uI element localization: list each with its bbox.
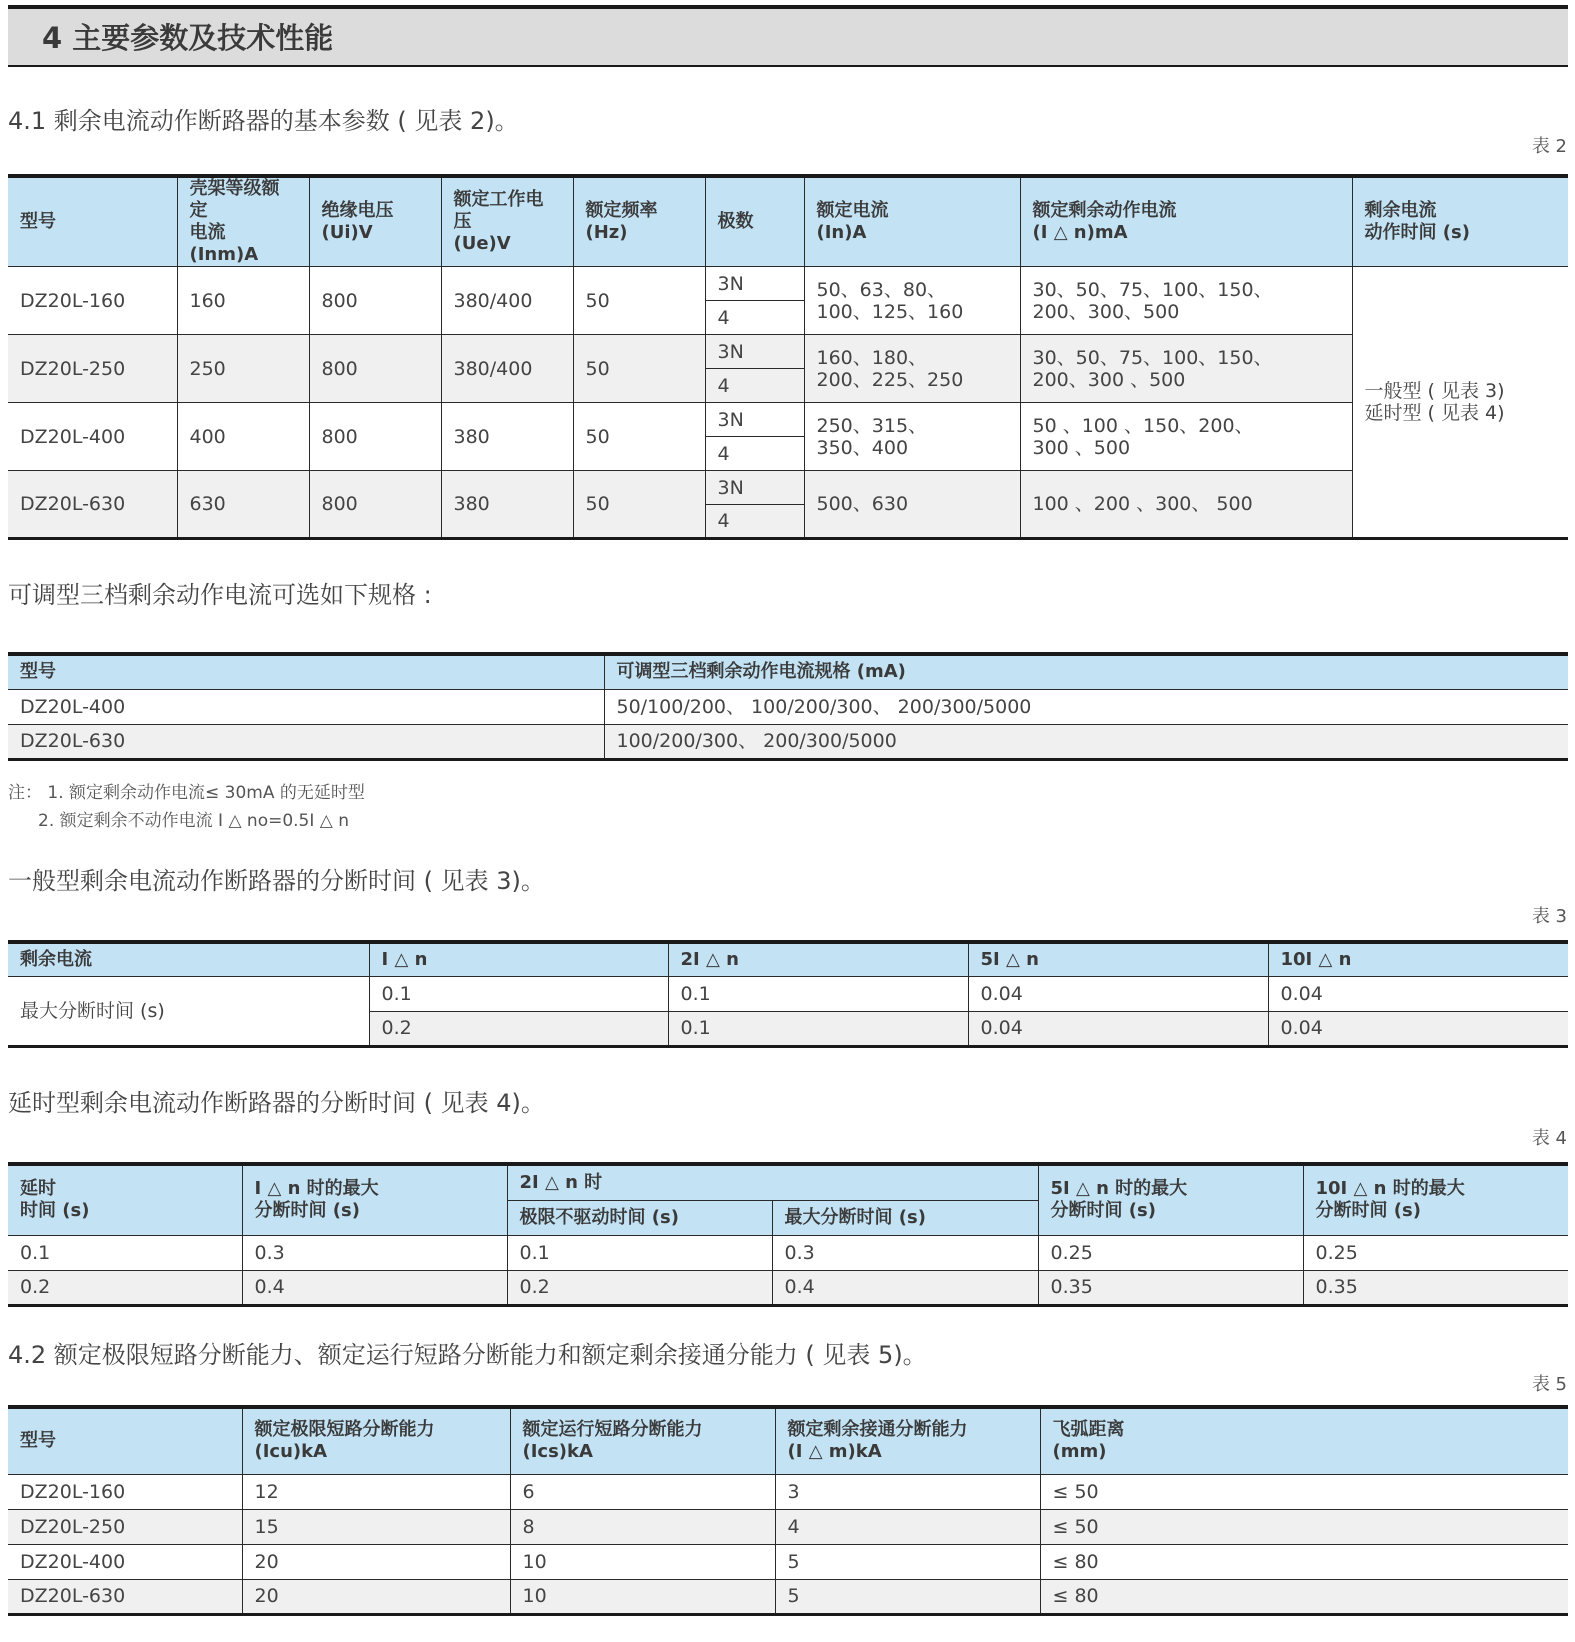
table-row [8, 1579, 1568, 1614]
table-2-header-residual-time: 剩余电流 动作时间 (s) [1352, 176, 1568, 267]
cell-value: 0.2 [8, 1270, 242, 1305]
cell-value: 0.3 [242, 1235, 507, 1270]
table-3-general-break-time [8, 940, 1568, 1048]
cell-value: 5 [775, 1544, 1040, 1579]
cell-model: DZ20L-400 [8, 1544, 242, 1579]
cell-pole: 3N [705, 471, 804, 505]
cell-pole: 3N [705, 267, 804, 301]
cell-value: 10 [510, 1579, 775, 1614]
cell-value: 0.2 [507, 1270, 772, 1305]
table-3-header-row [8, 942, 1568, 976]
cell-pole: 4 [705, 437, 804, 471]
table-2-header-row [8, 176, 1568, 267]
table-row [8, 267, 1568, 301]
note-1: 注： 1. 额定剩余动作电流≤ 30mA 的无延时型 [8, 783, 365, 803]
table-5-label: 表 5 [1531, 1374, 1567, 1395]
table-2-header-poles: 极数 [705, 176, 804, 267]
table-4-header-no-drive: 极限不驱动时间 (s) [507, 1200, 772, 1235]
table-3-header-in: I △ n [369, 942, 668, 976]
paragraph-general-type: 一般型剩余电流动作断路器的分断时间 ( 见表 3)。 [8, 867, 545, 895]
table-2-header-model: 型号 [8, 176, 177, 267]
table-3-header-5in: 5I △ n [968, 942, 1268, 976]
cell-model: DZ20L-160 [8, 267, 177, 335]
cell-frame: 630 [177, 471, 309, 539]
table-2-label: 表 2 [1531, 136, 1567, 157]
cell-value: 0.04 [1268, 1011, 1568, 1046]
cell-value: 0.3 [772, 1235, 1038, 1270]
cell-residual-current: 30、50、75、100、150、 200、300、500 [1020, 267, 1352, 335]
cell-insulation: 800 [309, 403, 441, 471]
cell-rated-current: 500、630 [804, 471, 1020, 539]
cell-value: ≤ 50 [1040, 1509, 1568, 1544]
table-4-delay-break-time [8, 1162, 1568, 1307]
cell-value: 0.04 [968, 976, 1268, 1011]
table-row [8, 1509, 1568, 1544]
cell-value: 0.35 [1303, 1270, 1568, 1305]
table-4-header-in: I △ n 时的最大 分断时间 (s) [242, 1164, 507, 1235]
table-3-header-residual: 剩余电流 [8, 942, 369, 976]
cell-value: ≤ 80 [1040, 1544, 1568, 1579]
cell-voltage: 380 [441, 471, 573, 539]
section-title: 4 主要参数及技术性能 [42, 21, 334, 55]
table-4-header-delay: 延时 时间 (s) [8, 1164, 242, 1235]
table-2-header-rated-current: 额定电流 (In)A [804, 176, 1020, 267]
cell-value: 20 [242, 1544, 510, 1579]
cell-model: DZ20L-250 [8, 1509, 242, 1544]
cell-value: 8 [510, 1509, 775, 1544]
table-row [8, 1270, 1568, 1305]
cell-pole: 4 [705, 301, 804, 335]
table-5-header-icu: 额定极限短路分断能力 (Icu)kA [242, 1407, 510, 1474]
paragraph-4-1: 4.1 剩余电流动作断路器的基本参数 ( 见表 2)。 [8, 107, 519, 135]
cell-frame: 250 [177, 335, 309, 403]
cell-value: 0.2 [369, 1011, 668, 1046]
cell-value: 15 [242, 1509, 510, 1544]
cell-pole: 4 [705, 505, 804, 539]
table-5-header-row [8, 1407, 1568, 1474]
table-adjustable-header-spec: 可调型三档剩余动作电流规格 (mA) [604, 654, 1568, 689]
cell-model: DZ20L-630 [8, 471, 177, 539]
table-row [8, 689, 1568, 724]
cell-value: 5 [775, 1579, 1040, 1614]
cell-pole: 3N [705, 335, 804, 369]
table-2-header-frequency: 额定频率 (Hz) [573, 176, 705, 267]
table-5-breaking-capacity [8, 1405, 1568, 1616]
cell-value: 0.4 [242, 1270, 507, 1305]
cell-insulation: 800 [309, 267, 441, 335]
cell-frequency: 50 [573, 335, 705, 403]
table-3-header-10in: 10I △ n [1268, 942, 1568, 976]
cell-pole: 4 [705, 369, 804, 403]
cell-value: 0.1 [507, 1235, 772, 1270]
cell-model: DZ20L-630 [8, 724, 604, 759]
table-2-header-working-voltage: 额定工作电压 (Ue)V [441, 176, 573, 267]
cell-voltage: 380/400 [441, 335, 573, 403]
table-4-header-10in: 10I △ n 时的最大 分断时间 (s) [1303, 1164, 1568, 1235]
cell-residual-time-note: 一般型 ( 见表 3) 延时型 ( 见表 4) [1352, 267, 1568, 539]
cell-spec: 100/200/300、 200/300/5000 [604, 724, 1568, 759]
cell-model: DZ20L-400 [8, 689, 604, 724]
table-3-label: 表 3 [1531, 906, 1567, 927]
table-5-header-model: 型号 [8, 1407, 242, 1474]
cell-insulation: 800 [309, 335, 441, 403]
cell-row-label: 最大分断时间 (s) [8, 976, 369, 1046]
table-row [8, 1544, 1568, 1579]
table-row [8, 471, 1568, 505]
cell-frequency: 50 [573, 267, 705, 335]
cell-rated-current: 160、180、 200、225、250 [804, 335, 1020, 403]
table-5-header-im: 额定剩余接通分断能力 (I △ m)kA [775, 1407, 1040, 1474]
table-2-header-insulation-voltage: 绝缘电压 (Ui)V [309, 176, 441, 267]
table-2-header-residual-current: 额定剩余动作电流 (I △ n)mA [1020, 176, 1352, 267]
table-adjustable-header-model: 型号 [8, 654, 604, 689]
cell-insulation: 800 [309, 471, 441, 539]
cell-value: 10 [510, 1544, 775, 1579]
cell-value: 20 [242, 1579, 510, 1614]
cell-model: DZ20L-250 [8, 335, 177, 403]
paragraph-4-2: 4.2 额定极限短路分断能力、额定运行短路分断能力和额定剩余接通分能力 ( 见表 5)。 [8, 1341, 927, 1369]
paragraph-delay-type: 延时型剩余电流动作断路器的分断时间 ( 见表 4)。 [8, 1089, 545, 1117]
cell-frame: 160 [177, 267, 309, 335]
cell-value: 3 [775, 1474, 1040, 1509]
cell-rated-current: 50、63、80、 100、125、160 [804, 267, 1020, 335]
table-adjustable-header-row [8, 654, 1568, 689]
table-4-label: 表 4 [1531, 1128, 1567, 1149]
table-4-header-2in: 2I △ n 时 [507, 1164, 1038, 1200]
cell-value: 0.1 [8, 1235, 242, 1270]
cell-value: 0.25 [1303, 1235, 1568, 1270]
table-adjustable-residual [8, 652, 1568, 761]
table-2-header-frame-current: 壳架等级额定 电流 (Inm)A [177, 176, 309, 267]
table-4-header-row-1 [8, 1164, 1568, 1200]
cell-residual-current: 50 、100 、150、200、 300 、500 [1020, 403, 1352, 471]
table-row [8, 403, 1568, 437]
cell-value: 0.04 [968, 1011, 1268, 1046]
cell-value: ≤ 80 [1040, 1579, 1568, 1614]
cell-value: 6 [510, 1474, 775, 1509]
cell-residual-current: 30、50、75、100、150、 200、300 、500 [1020, 335, 1352, 403]
cell-value: 0.35 [1038, 1270, 1303, 1305]
cell-value: 4 [775, 1509, 1040, 1544]
cell-value: 0.1 [668, 1011, 968, 1046]
cell-rated-current: 250、315、 350、400 [804, 403, 1020, 471]
section-header-bar [8, 5, 1568, 67]
table-row [8, 976, 1568, 1011]
cell-frequency: 50 [573, 471, 705, 539]
cell-voltage: 380 [441, 403, 573, 471]
table-5-header-ics: 额定运行短路分断能力 (Ics)kA [510, 1407, 775, 1474]
cell-value: 0.25 [1038, 1235, 1303, 1270]
table-4-header-5in: 5I △ n 时的最大 分断时间 (s) [1038, 1164, 1303, 1235]
table-3-header-2in: 2I △ n [668, 942, 968, 976]
cell-frame: 400 [177, 403, 309, 471]
cell-value: 0.4 [772, 1270, 1038, 1305]
table-5-header-arc-distance: 飞弧距离 (mm) [1040, 1407, 1568, 1474]
table-row [8, 724, 1568, 759]
cell-spec: 50/100/200、 100/200/300、 200/300/5000 [604, 689, 1568, 724]
cell-value: 0.1 [668, 976, 968, 1011]
cell-value: ≤ 50 [1040, 1474, 1568, 1509]
table-row [8, 1474, 1568, 1509]
cell-value: 0.1 [369, 976, 668, 1011]
cell-frequency: 50 [573, 403, 705, 471]
table-row [8, 335, 1568, 369]
paragraph-adjustable: 可调型三档剩余动作电流可选如下规格 : [8, 581, 432, 609]
table-2-basic-parameters [8, 174, 1568, 540]
cell-value: 0.04 [1268, 976, 1568, 1011]
table-row [8, 1235, 1568, 1270]
table-4-header-max-break: 最大分断时间 (s) [772, 1200, 1038, 1235]
cell-voltage: 380/400 [441, 267, 573, 335]
cell-pole: 3N [705, 403, 804, 437]
cell-model: DZ20L-630 [8, 1579, 242, 1614]
cell-model: DZ20L-400 [8, 403, 177, 471]
cell-residual-current: 100 、200 、300、 500 [1020, 471, 1352, 539]
cell-value: 12 [242, 1474, 510, 1509]
note-2: 2. 额定剩余不动作电流 I △ no=0.5I △ n [38, 811, 350, 831]
cell-model: DZ20L-160 [8, 1474, 242, 1509]
